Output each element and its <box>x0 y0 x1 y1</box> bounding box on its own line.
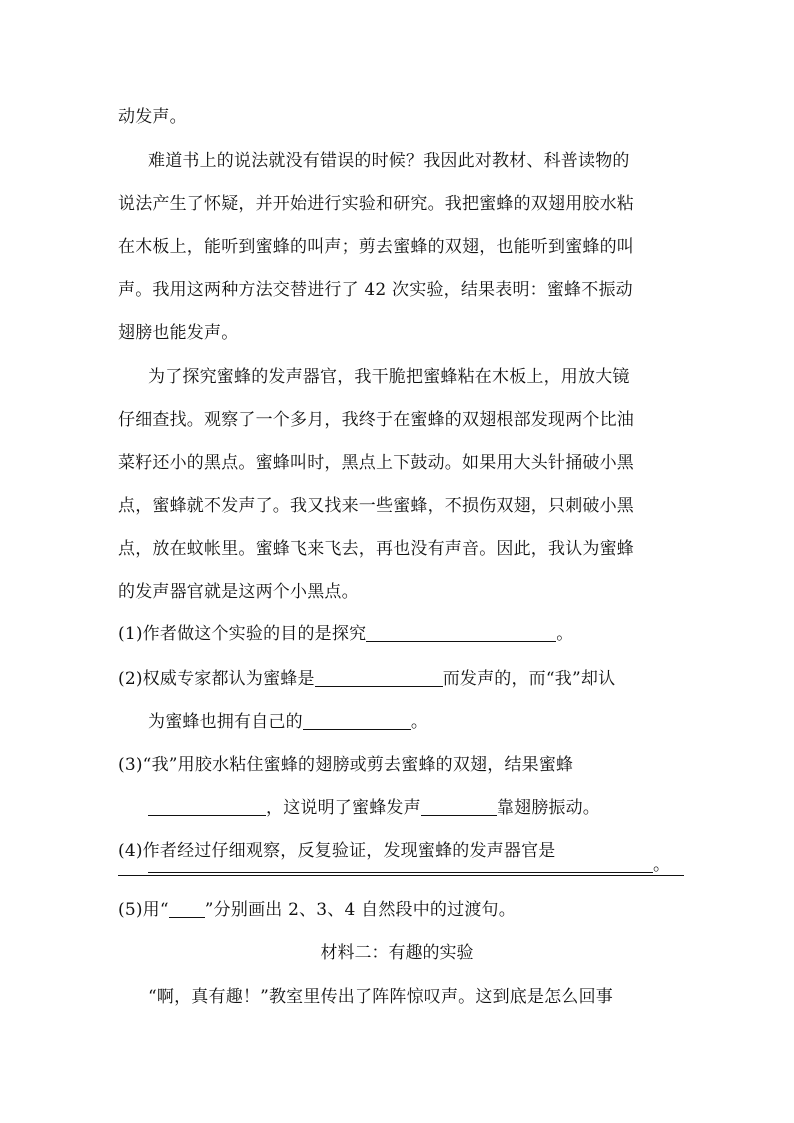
question-3: (3)“我”用胶水粘住蜜蜂的翅膀或剪去蜜蜂的双翅，结果蜜蜂 <box>118 755 574 775</box>
divider-line <box>118 875 684 876</box>
question-text: 。 <box>653 855 671 875</box>
answer-blank[interactable] <box>315 668 443 687</box>
paragraph-line: 点，蜜蜂就不发声了。我又找来一些蜜蜂，不损伤双翅，只刺破小黑 <box>118 496 634 516</box>
question-text: 。 <box>410 712 429 732</box>
paragraph-line: 难道书上的说法就没有错误的时候？我因此对教材、科普读物的 <box>148 151 630 171</box>
question-2-continued <box>148 710 713 734</box>
paragraph-line: “啊，真有趣！”教室里传出了阵阵惊叹声。这到底是怎么回事 <box>148 987 613 1007</box>
question-text: ”分别画出 2、3、4 自然段中的过渡句。 <box>204 900 516 920</box>
paragraph-line: 的发声器官就是这两个小黑点。 <box>118 582 359 602</box>
question-4: (4)作者经过仔细观察，反复验证，发现蜜蜂的发声器官是 <box>118 841 556 861</box>
paragraph-line: 为了探究蜜蜂的发声器官，我干脆把蜜蜂粘在木板上，用放大镜 <box>148 367 630 387</box>
question-2 <box>118 667 683 691</box>
paragraph-line: 翅膀也能发声。 <box>118 323 239 343</box>
answer-blank[interactable] <box>366 623 556 642</box>
question-text: ，这说明了蜜蜂发声 <box>266 798 421 818</box>
paragraph-line: 菜籽还小的黑点。蜜蜂叫时，黑点上下鼓动。如果用大头针捅破小黑 <box>118 453 634 473</box>
answer-blank[interactable] <box>148 797 266 816</box>
question-text: (2)权威专家都认为蜜蜂是 <box>118 669 315 689</box>
paragraph-line: 点，放在蚊帐里。蜜蜂飞来飞去，再也没有声音。因此，我认为蜜蜂 <box>118 539 634 559</box>
paragraph-line: 动发声。 <box>118 107 187 127</box>
answer-blank[interactable] <box>148 854 653 873</box>
question-3-continued <box>148 796 713 820</box>
question-text: 。 <box>556 624 574 644</box>
underline-sample <box>169 899 205 918</box>
question-4-continued <box>148 853 713 877</box>
paragraph-line: 声。我用这两种方法交替进行了 42 次实验，结果表明：蜜蜂不振动 <box>118 280 633 300</box>
question-text: 为蜜蜂也拥有自己的 <box>148 712 303 732</box>
answer-blank[interactable] <box>421 797 497 816</box>
paragraph-line: 说法产生了怀疑，并开始进行实验和研究。我把蜜蜂的双翅用胶水粘 <box>118 194 634 214</box>
section-heading: 材料二：有趣的实验 <box>320 943 474 963</box>
paragraph-line: 仔细查找。观察了一个多月，我终于在蜜蜂的双翅根部发现两个比油 <box>118 410 634 430</box>
paragraph-line: 在木板上，能听到蜜蜂的叫声；剪去蜜蜂的双翅，也能听到蜜蜂的叫 <box>118 237 634 257</box>
question-text: 靠翅膀振动。 <box>496 798 601 818</box>
question-1 <box>118 622 683 646</box>
question-text: (1)作者做这个实验的目的是探究 <box>118 624 367 644</box>
question-5 <box>118 898 683 922</box>
question-text: 而发声的，而“我”却认 <box>442 669 616 689</box>
question-text: (5)用“ <box>118 900 169 920</box>
answer-blank[interactable] <box>303 711 411 730</box>
